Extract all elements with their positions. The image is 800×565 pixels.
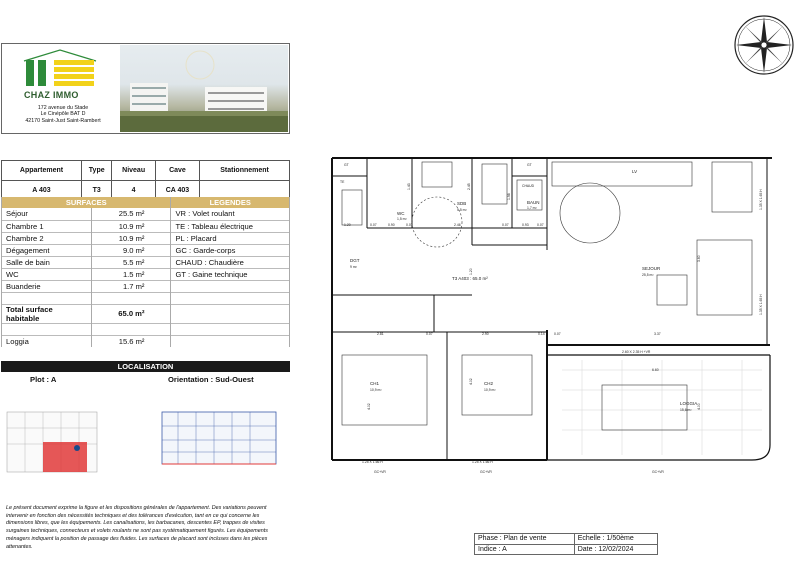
header-cell: Appartement (2, 161, 82, 181)
loggia-label: Loggia (2, 335, 92, 347)
total-label: Total surface habitable (2, 304, 92, 323)
company-address: 172 avenue du Stade Le Cinépôle BAT D 42170 Saint-Just Saint-Rambert (25, 105, 101, 124)
room-area: 5.5 m² (91, 256, 171, 268)
legend-item: GC : Garde-corps (171, 244, 290, 256)
dimension: 0.07 (370, 223, 377, 227)
room-sdb-area: 5,5 m² (457, 208, 467, 212)
dimension: 1.98 (507, 193, 511, 200)
dimension: 2.45 (467, 183, 471, 190)
dimension: 3.37 (654, 332, 661, 336)
scale-cell: Echelle : 1/50ème (574, 534, 657, 545)
total-value: 65.0 m² (91, 304, 171, 323)
phase-cell: Phase : Plan de vente (475, 534, 575, 545)
dimension: 0.07 (406, 223, 413, 227)
header-cell: Stationnement (200, 161, 290, 181)
surfaces-table (1, 197, 290, 347)
legend-item: TE : Tableau électrique (171, 220, 290, 232)
plot-info: Plot : A (30, 375, 57, 384)
tag-gc-vr: GC+VR (652, 470, 664, 474)
room-area: 9.0 m² (91, 244, 171, 256)
dimension: 4.02 (367, 403, 371, 410)
orientation-info: Orientation : Sud-Ouest (168, 375, 254, 384)
tag-gc-vr: GC+VR (480, 470, 492, 474)
dimension: 1.20 (344, 223, 351, 227)
room-area: 1.7 m² (91, 280, 171, 292)
dimension: 0.07 (502, 223, 509, 227)
dimension: 1.43 (407, 183, 411, 190)
room-wc: WC (397, 211, 405, 216)
room-ch1: CH1 (370, 381, 380, 386)
tag-gt: GT (344, 163, 349, 167)
floor-plan (322, 150, 782, 480)
dimension: 1.20 (469, 268, 473, 275)
room-name: Séjour (2, 208, 92, 220)
room-wc-area: 1,5 m² (397, 217, 407, 221)
company-logo (26, 52, 94, 94)
dimension: 2.81 (377, 332, 384, 336)
header-cell: Niveau (112, 161, 155, 181)
legal-disclaimer: Le présent document exprime la figure et les dispositions générales de l'appartement. Des variations peuvent intervenir en fonction des nécessités techniques et des tolérances d'exécution, tant en ce qui concerne les dimensions libres, que les équipements. Les canalisations, les barbacanes, descentes EP, trappes de visites surgaines techniques, connecteurs et volets roulants ne sont pas systématiquement figurés. Les équipements ménagers indiquent la position de passage des fluides. Les surfaces de placard sont incluses dans les pièces attenantes. (6, 505, 268, 550)
dimension: 6.60 (652, 368, 659, 372)
dimension: 0.93 (522, 223, 529, 227)
room-ch1-area: 10,9 m² (370, 388, 382, 392)
localisation-title: LOCALISATION (1, 361, 290, 372)
legend-title: LEGENDES (171, 197, 290, 208)
window-dim: 1.25 X 1.66 H (472, 460, 493, 464)
location-plan-floor (5, 408, 100, 476)
room-dgt-area: 9 m² (350, 265, 357, 269)
document-info-table (474, 533, 658, 555)
legend-item (171, 280, 290, 292)
brand-name: CHAZ IMMO (24, 90, 79, 100)
dimension: 0.90 (388, 223, 395, 227)
compass-icon (733, 14, 795, 76)
room-name: Chambre 2 (2, 232, 92, 244)
tag-te: TE (340, 180, 345, 184)
surfaces-title: SURFACES (2, 197, 171, 208)
loggia-value: 15.6 m² (91, 335, 171, 347)
room-baun: BAUN (527, 200, 540, 205)
value-cell: CA 403 (155, 181, 199, 201)
room-name: Salle de bain (2, 256, 92, 268)
building-render-image (120, 45, 288, 132)
room-name: Dégagement (2, 244, 92, 256)
legend-item: VR : Volet roulant (171, 208, 290, 220)
apartment-label: T3 A403 : 65.0 m² (452, 276, 488, 281)
room-sejour: SEJOUR (642, 266, 661, 271)
window-dim: 1.25 X 1.66 H (362, 460, 383, 464)
room-area: 10.9 m² (91, 220, 171, 232)
tag-gt: GT (527, 163, 532, 167)
legend-item: CHAUD : Chaudière (171, 256, 290, 268)
window-dim: 1.35 X 1.65 H (759, 189, 763, 210)
room-loggia-area: 15,6 m² (680, 408, 692, 412)
dimension: 0.07 (554, 332, 561, 336)
date-cell: Date : 12/02/2024 (574, 544, 657, 555)
value-cell: T3 (81, 181, 111, 201)
room-ch2: CH2 (484, 381, 494, 386)
legend-item: GT : Gaine technique (171, 268, 290, 280)
legend-item: PL : Placard (171, 232, 290, 244)
tag-lv: LV (632, 169, 638, 174)
room-dgt: DGT (350, 258, 360, 263)
room-area: 25.5 m² (91, 208, 171, 220)
dimension: 2.46 (454, 223, 461, 227)
room-area: 10.9 m² (91, 232, 171, 244)
room-sdb: SDB (457, 201, 467, 206)
room-area: 1.5 m² (91, 268, 171, 280)
tag-gc-vr: GC+VR (374, 470, 386, 474)
room-sejour-area: 25,5 m² (642, 273, 654, 277)
room-name: Chambre 1 (2, 220, 92, 232)
value-cell: 4 (112, 181, 155, 201)
value-cell: A 403 (2, 181, 82, 201)
dimension: 3.60 (697, 255, 701, 262)
room-name: WC (2, 268, 92, 280)
dimension: 4.02 (469, 378, 473, 385)
tag-chaud: CHAUD (522, 184, 535, 188)
room-loggia: LOGGIA (680, 401, 698, 406)
room-ch2-area: 10,9 m² (484, 388, 496, 392)
dimension: 0.14 (538, 332, 545, 336)
location-plan-building (160, 408, 278, 468)
apartment-info-table (1, 160, 290, 201)
dimension: 2.90 (482, 332, 489, 336)
window-dim: 2.60 X 2.35 H +VR (622, 350, 651, 354)
header-cell: Type (81, 161, 111, 181)
window-dim: 1.35 X 1.65 H (759, 294, 763, 315)
index-cell: Indice : A (475, 544, 575, 555)
dimension: 0.07 (426, 332, 433, 336)
room-baun-area: 1,7 m² (527, 206, 537, 210)
header-cell: Cave (155, 161, 199, 181)
dimension: 0.07 (537, 223, 544, 227)
dimension: 4.00 (697, 403, 701, 410)
room-name: Buanderie (2, 280, 92, 292)
